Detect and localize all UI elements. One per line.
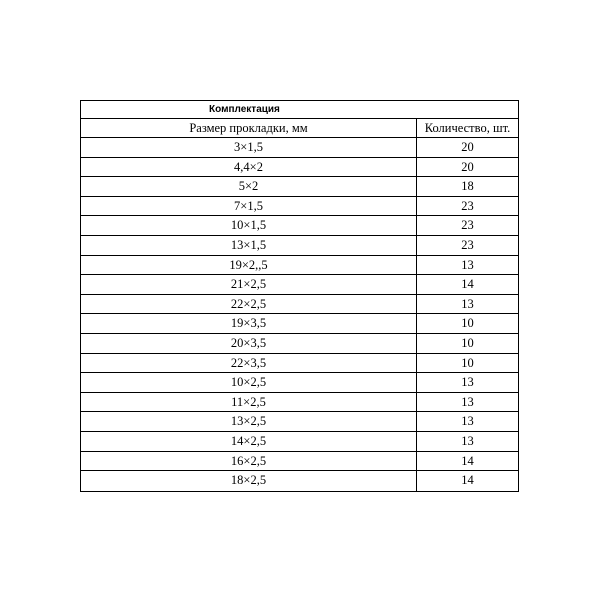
table-row xyxy=(81,295,518,315)
cell-gasket-size: 16×2,5 xyxy=(81,452,417,471)
table-body xyxy=(81,138,518,491)
cell-gasket-size: 4,4×2 xyxy=(81,158,417,177)
cell-gasket-size: 5×2 xyxy=(81,177,417,196)
table-row xyxy=(81,177,518,197)
table-row xyxy=(81,334,518,354)
table-row xyxy=(81,256,518,276)
table-row xyxy=(81,216,518,236)
header-gasket-size: Размер прокладки, мм xyxy=(81,119,417,137)
table-row xyxy=(81,471,518,491)
cell-gasket-size: 19×3,5 xyxy=(81,314,417,333)
cell-quantity: 23 xyxy=(461,198,474,213)
cell-quantity: 18 xyxy=(461,179,474,194)
cell-quantity: 20 xyxy=(461,159,474,174)
cell-gasket-size: 22×3,5 xyxy=(81,354,417,373)
cell-quantity: 14 xyxy=(461,453,474,468)
cell-quantity: 10 xyxy=(461,335,474,350)
cell-quantity: 14 xyxy=(461,473,474,488)
cell-quantity: 10 xyxy=(461,355,474,370)
cell-gasket-size: 19×2,,5 xyxy=(81,256,417,275)
table-row xyxy=(81,236,518,256)
cell-gasket-size: 11×2,5 xyxy=(81,393,417,412)
cell-quantity: 13 xyxy=(461,296,474,311)
table-row xyxy=(81,354,518,374)
cell-quantity: 13 xyxy=(461,433,474,448)
cell-quantity: 13 xyxy=(461,375,474,390)
cell-quantity: 13 xyxy=(461,257,474,272)
table-row xyxy=(81,275,518,295)
table-row xyxy=(81,158,518,178)
table-row xyxy=(81,314,518,334)
table-row xyxy=(81,373,518,393)
table-title: Комплектация xyxy=(81,101,518,119)
cell-gasket-size: 20×3,5 xyxy=(81,334,417,353)
cell-quantity: 14 xyxy=(461,277,474,292)
header-quantity: Количество, шт. xyxy=(424,121,511,135)
cell-gasket-size: 21×2,5 xyxy=(81,275,417,294)
cell-gasket-size: 22×2,5 xyxy=(81,295,417,314)
cell-gasket-size: 10×2,5 xyxy=(81,373,417,392)
table-row xyxy=(81,138,518,158)
table-row xyxy=(81,452,518,472)
table-row xyxy=(81,412,518,432)
cell-gasket-size: 14×2,5 xyxy=(81,432,417,451)
kit-contents-table xyxy=(80,100,519,492)
cell-quantity: 10 xyxy=(461,316,474,331)
cell-quantity: 23 xyxy=(461,218,474,233)
cell-gasket-size: 3×1,5 xyxy=(81,138,417,157)
table-header-row xyxy=(81,119,518,138)
cell-quantity: 13 xyxy=(461,394,474,409)
cell-quantity: 13 xyxy=(461,414,474,429)
cell-quantity: 23 xyxy=(461,237,474,252)
table-row xyxy=(81,432,518,452)
cell-gasket-size: 13×1,5 xyxy=(81,236,417,255)
cell-gasket-size: 13×2,5 xyxy=(81,412,417,431)
table-row xyxy=(81,197,518,217)
cell-gasket-size: 18×2,5 xyxy=(81,471,417,491)
table-row xyxy=(81,393,518,413)
cell-gasket-size: 7×1,5 xyxy=(81,197,417,216)
cell-gasket-size: 10×1,5 xyxy=(81,216,417,235)
cell-quantity: 20 xyxy=(461,140,474,154)
